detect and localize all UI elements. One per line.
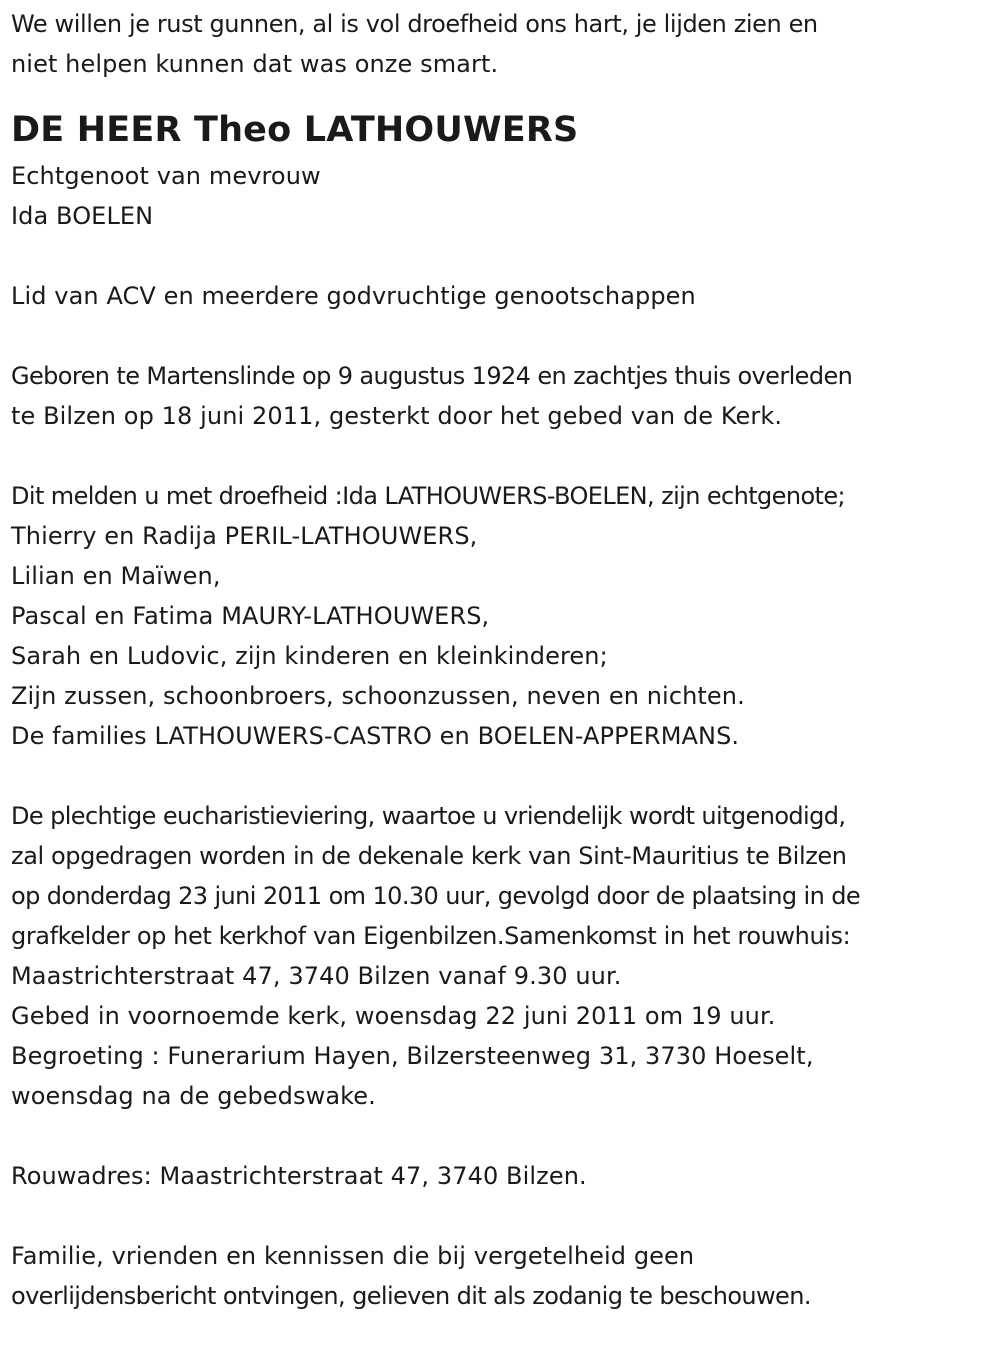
address-line: Rouwadres: Maastrichterstraat 47, 3740 Bilzen. [11, 1162, 587, 1190]
ceremony-line: De plechtige eucharistieviering, waartoe u vriendelijk wordt uitgenodigd, [11, 802, 846, 830]
spouse-line: Echtgenoot van mevrouw [11, 162, 321, 190]
closing-line: Familie, vrienden en kennissen die bij vergetelheid geen [11, 1242, 695, 1270]
announcement-line: Sarah en Ludovic, zijn kinderen en kleinkinderen; [11, 642, 608, 670]
ceremony-line: Begroeting : Funerarium Hayen, Bilzersteenweg 31, 3730 Hoeselt, [11, 1042, 814, 1070]
birth-death-line: te Bilzen op 18 juni 2011, gesterkt door het gebed van de Kerk. [11, 402, 783, 430]
announcement-line: Zijn zussen, schoonbroers, schoonzussen, neven en nichten. [11, 682, 745, 710]
announcement-line: Lilian en Maïwen, [11, 562, 221, 590]
closing-line: overlijdensbericht ontvingen, gelieven dit als zodanig te beschouwen. [11, 1282, 811, 1310]
ceremony-line: op donderdag 23 juni 2011 om 10.30 uur, gevolgd door de plaatsing in de [11, 882, 861, 910]
ceremony-line: Gebed in voornoemde kerk, woensdag 22 juni 2011 om 19 uur. [11, 1002, 776, 1030]
ceremony-line: zal opgedragen worden in de dekenale kerk van Sint-Mauritius te Bilzen [11, 842, 847, 870]
spacer [11, 436, 996, 476]
ceremony-paragraph [11, 796, 996, 1116]
spacer [11, 1116, 996, 1156]
motto-line: We willen je rust gunnen, al is vol droefheid ons hart, je lijden zien en [11, 10, 818, 38]
spacer [11, 316, 996, 356]
announcement-line: Thierry en Radija PERIL-LATHOUWERS, [11, 522, 478, 550]
spacer [11, 1196, 996, 1236]
motto-line: niet helpen kunnen dat was onze smart. [11, 50, 499, 78]
membership-line: Lid van ACV en meerdere godvruchtige genootschappen [11, 282, 696, 310]
spacer [11, 756, 996, 796]
ceremony-line: grafkelder op het kerkhof van Eigenbilzen.Samenkomst in het rouwhuis: [11, 922, 851, 950]
ceremony-line: woensdag na de gebedswake. [11, 1082, 376, 1110]
motto-paragraph [11, 4, 996, 84]
ceremony-line: Maastrichterstraat 47, 3740 Bilzen vanaf 9.30 uur. [11, 962, 622, 990]
announcement-paragraph [11, 476, 996, 756]
obituary-document [11, 4, 996, 1316]
spouse-line: Ida BOELEN [11, 202, 154, 230]
birth-death-paragraph [11, 356, 996, 436]
deceased-title: DE HEER Theo LATHOUWERS [11, 110, 579, 150]
announcement-line: Dit melden u met droefheid :Ida LATHOUWERS-BOELEN, zijn echtgenote; [11, 482, 845, 510]
announcement-line: De families LATHOUWERS-CASTRO en BOELEN-APPERMANS. [11, 722, 740, 750]
spouse-paragraph [11, 156, 996, 236]
closing-paragraph [11, 1236, 996, 1316]
birth-death-line: Geboren te Martenslinde op 9 augustus 1924 en zachtjes thuis overleden [11, 362, 853, 390]
spacer [11, 236, 996, 276]
announcement-line: Pascal en Fatima MAURY-LATHOUWERS, [11, 602, 490, 630]
